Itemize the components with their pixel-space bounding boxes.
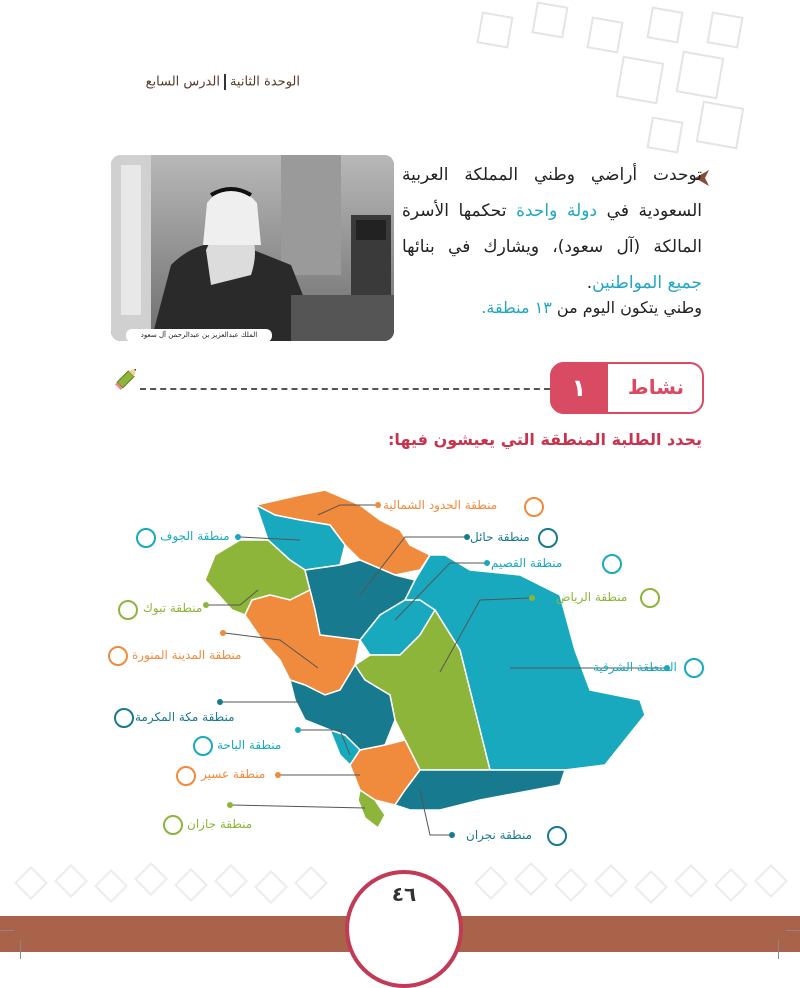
highlight-13-regions: ١٣ منطقة	[486, 298, 552, 317]
answer-circle-asir[interactable]	[176, 766, 196, 786]
label-asir: منطقة عسير	[201, 767, 266, 781]
answer-circle-eastern[interactable]	[684, 658, 704, 678]
paragraph-text-3: .	[586, 273, 593, 293]
label-jouf: منطقة الجوف	[160, 529, 230, 543]
regions-text-2: .	[481, 298, 487, 317]
label-makkah: منطقة مكة المكرمة	[135, 710, 235, 724]
answer-circle-jouf[interactable]	[136, 528, 156, 548]
lesson-title: الدرس السابع	[145, 74, 220, 90]
answer-circle-baha[interactable]	[193, 736, 213, 756]
answer-circle-makkah[interactable]	[114, 708, 134, 728]
page-header	[110, 74, 300, 90]
answer-circle-qassim[interactable]	[602, 554, 622, 574]
activity-instruction: يحدد الطلبة المنطقة التي يعيشون فيها:	[388, 430, 702, 449]
label-tabuk: منطقة تبوك	[143, 601, 203, 615]
pencil-icon	[113, 364, 141, 392]
activity-number: ١	[550, 362, 608, 414]
label-qassim: منطقة القصيم	[491, 556, 563, 570]
king-photo	[111, 155, 394, 341]
answer-circle-tabuk[interactable]	[118, 600, 138, 620]
crop-mark	[778, 940, 779, 959]
answer-circle-najran[interactable]	[547, 826, 567, 846]
paragraph-text-1: توحدت أراضي وطني المملكة العربية السعودية في	[402, 165, 703, 221]
label-madinah: منطقة المدينة المنورة	[132, 648, 242, 662]
label-hail: منطقة حائل	[470, 530, 530, 544]
unit-title: الوحدة الثانية	[229, 74, 300, 90]
crop-mark	[786, 930, 800, 931]
answer-circle-jazan[interactable]	[163, 815, 183, 835]
photo-caption: الملك عبدالعزيز بن عبدالرحمن آل سعود	[126, 329, 272, 342]
header-separator	[224, 74, 226, 90]
label-jazan: منطقة جازان	[187, 817, 253, 831]
crop-mark	[20, 940, 21, 959]
crop-mark	[0, 930, 14, 931]
answer-circle-northern-borders[interactable]	[524, 497, 544, 517]
paragraph-text-2: تحكمها الأسرة المالكة (آل سعود)، ويشارك في بنائها	[402, 201, 702, 257]
label-northern-borders: منطقة الحدود الشمالية	[383, 498, 498, 512]
intro-paragraph	[402, 157, 702, 301]
label-riyadh: منطقة الرياض	[556, 590, 628, 604]
highlight-all-citizens: جميع المواطنين	[592, 273, 702, 293]
answer-circle-madinah[interactable]	[108, 646, 128, 666]
activity-dashed-line	[140, 388, 550, 390]
regions-text-1: وطني يتكون اليوم من	[551, 298, 702, 317]
king-photo-illustration	[111, 155, 394, 341]
regions-count-paragraph	[481, 298, 702, 317]
label-baha: منطقة الباحة	[217, 738, 282, 752]
activity-label: نشاط	[627, 375, 685, 399]
page-number: ٤٦	[391, 882, 417, 906]
label-eastern: المنطقة الشرقية	[593, 660, 677, 674]
label-najran: منطقة نجران	[466, 828, 533, 842]
activity-header	[550, 362, 702, 412]
saudi-regions-map	[0, 470, 800, 870]
highlight-one-state: دولة واحدة	[516, 201, 598, 221]
answer-circle-hail[interactable]	[538, 528, 558, 548]
map-svg	[0, 470, 800, 870]
answer-circle-riyadh[interactable]	[640, 588, 660, 608]
